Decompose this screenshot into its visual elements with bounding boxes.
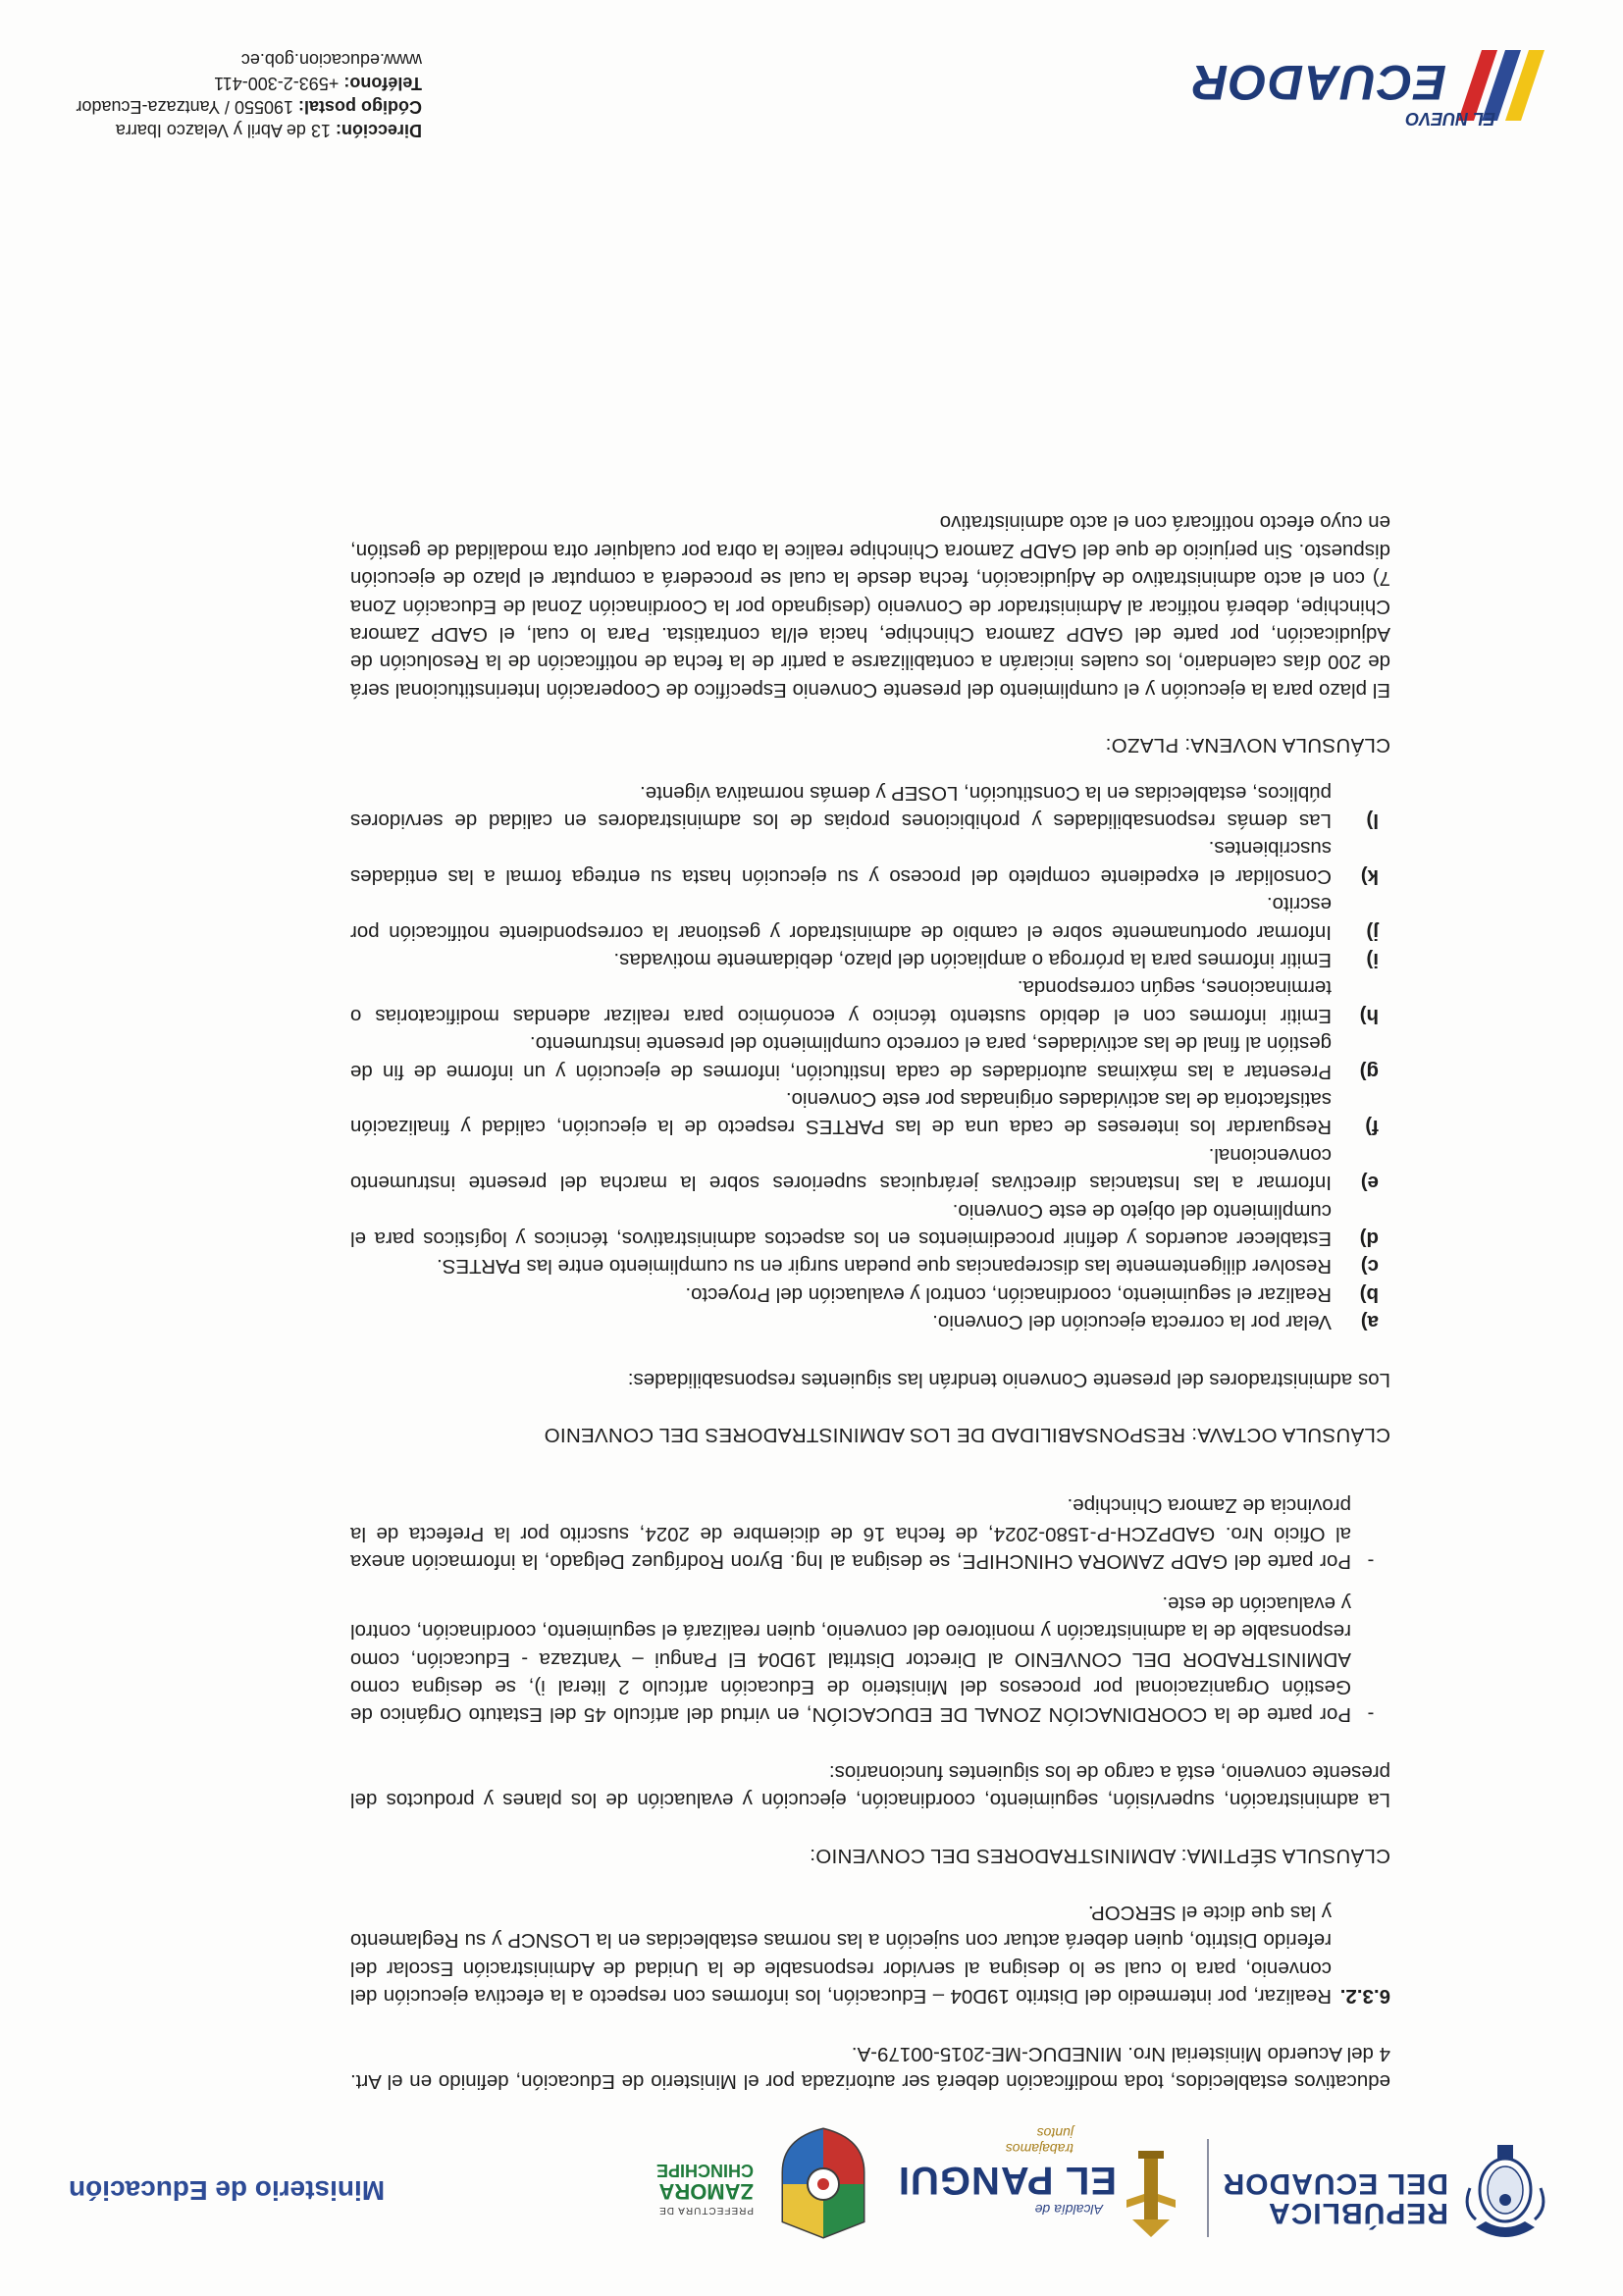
document-body bbox=[350, 479, 1390, 2095]
brand-big-text: ECUADOR bbox=[1191, 55, 1446, 110]
list-letter: l) bbox=[1366, 809, 1379, 832]
list-text: Consolidar el expediente completo del proceso y su ejecución hasta su entrega formal a las entidades suscribientes. bbox=[350, 837, 1332, 888]
zamora-name-line-2: CHINCHIPE bbox=[655, 2161, 754, 2180]
alcaldia-name: EL PANGUI bbox=[897, 2159, 1117, 2202]
codigo-value: 190550 / Yantzaza-Ecuador bbox=[76, 97, 293, 117]
el-pangui-emblem-icon bbox=[1121, 2149, 1181, 2237]
telefono-label: Teléfono: bbox=[343, 74, 422, 93]
direccion-line bbox=[69, 119, 422, 142]
el-nuevo-ecuador-logo bbox=[1142, 44, 1554, 132]
brand-small-text: EL NUEVO bbox=[1405, 109, 1495, 129]
alcaldia-slogan: trabajamos juntos bbox=[1005, 2125, 1073, 2157]
list-item bbox=[350, 1140, 1390, 1196]
list-letter: j) bbox=[1366, 920, 1379, 944]
list-text: Presentar a las máximas autoridades de cada Institución, informes de ejecución y un informe de fin de gestión al final de las actividades, para el correcto cumplimiento del presente instrumento. bbox=[350, 1032, 1332, 1083]
list-item bbox=[350, 946, 1390, 973]
list-item bbox=[350, 778, 1390, 834]
list-letter: b) bbox=[1359, 1282, 1379, 1306]
codigo-label: Código postal: bbox=[298, 97, 422, 117]
list-item bbox=[350, 890, 1390, 946]
clausula-septima-intro: La administración, supervisión, seguimiento, coordinación, ejecución y evaluación de los planes y productos del presente convenio, está a cargo de los siguientes funcionarios: bbox=[350, 1760, 1390, 1812]
list-text: Resguardar los intereses de cada una de las PARTES respecto de la ejecución, calidad y finalización satisfactoria de las actividades originadas por este Convenio. bbox=[350, 1088, 1332, 1139]
list-text: Las demás responsabilidades y prohibiciones propias de los administradores en calidad de servidores públicos, establecidas en la Constitución, LOSEP y demás normativa vigente. bbox=[350, 781, 1332, 832]
list-text: Resolver diligentemente las discrepancias que puedan surgir en su cumplimiento entre las PARTES. bbox=[437, 1255, 1332, 1278]
list-letter: k) bbox=[1360, 864, 1379, 888]
clause-text: Realizar, por intermedio del Distrito 19D04 – Educación, los informes con respecto a la efectiva ejecución del convenio, para lo cual se lo designa al servidor responsable de la Unidad de Administración Escolar del referido Distrito, quien deberá actuar con sujeción a las normas establecidas en la LOSNCP y su Reglamento y las que dicte el SERCOP. bbox=[350, 1901, 1332, 2009]
list-text: Velar por la correcta ejecución del Convenio. bbox=[932, 1311, 1332, 1334]
clausula-septima-title: CLÁUSULA SÉPTIMA: ADMINISTRADORES DEL CONVENIO: bbox=[809, 1844, 1390, 1867]
telefono-value: +593-2-300-411 bbox=[214, 74, 340, 93]
list-item bbox=[350, 1196, 1390, 1252]
list-text: Informar a las Instancias directivas jerárquicas superiores sobre la marcha del presente instrumento convencional. bbox=[350, 1143, 1332, 1195]
list-item bbox=[350, 834, 1390, 890]
list-text: Emitir informes con el debido sustento técnico y económico para realizar adendas modificatorias o terminaciones, según corresponda. bbox=[350, 976, 1332, 1027]
zamora-chinchipe-emblem-icon bbox=[769, 2125, 877, 2241]
list-letter: g) bbox=[1359, 1060, 1379, 1083]
clause-number: 6.3.2. bbox=[1339, 1985, 1390, 2009]
alcaldia-prefix: Alcaldía de bbox=[1034, 2202, 1103, 2218]
list-letter: f) bbox=[1365, 1116, 1379, 1139]
list-text: Emitir informes para la prórroga o ampliación del plazo, debidamente motivadas. bbox=[613, 949, 1332, 971]
list-item bbox=[350, 973, 1390, 1029]
clausula-octava-title: CLÁUSULA OCTAVA: RESPONSABILIDAD DE LOS ADMINISTRADORES DEL CONVENIO bbox=[544, 1424, 1390, 1447]
administrator-item-coordinacion bbox=[350, 1589, 1390, 1728]
administrator-text: Por parte del GADP ZAMORA CHINCHIPE, se designa al Ing. Byron Rodríguez Delgado, la información anexa al Oficio Nro. GADPZCH-P-1580-2024, de fecha 16 de diciembre de 2024, suscrito por la Prefecta de la provincia de Zamora Chinchipe. bbox=[350, 1494, 1351, 1574]
administrator-text: Por parte de la COORDINACIÓN ZONAL DE EDUCACIÓN, en virtud del artículo 45 del Estatuto Orgánico de Gestión Organizacional por procesos del Ministerio de Educación artículo 2 literal i), se designa como ADMINISTRADOR DEL CONVENIO al Director Distrital 19D04 El Pangui – Yantzaza - Educación, como responsable de la administración y monitoreo del convenio, quien realizará el seguimiento, coordinación, control y evaluación de este. bbox=[350, 1592, 1351, 1727]
header-divider bbox=[1207, 2139, 1209, 2237]
list-letter: e) bbox=[1360, 1172, 1379, 1195]
clausula-octava-intro: Los administradores del presente Convenio tendrán las siguientes responsabilidades: bbox=[627, 1368, 1390, 1391]
codigo-line bbox=[69, 95, 422, 119]
list-item bbox=[350, 1252, 1390, 1279]
bullet-dash: - bbox=[1367, 1550, 1375, 1574]
list-item bbox=[350, 1085, 1390, 1141]
republica-line-2: DEL ECUADOR bbox=[1222, 2167, 1448, 2200]
list-item bbox=[350, 1029, 1390, 1085]
administrator-item-gadp bbox=[350, 1491, 1390, 1575]
contact-address bbox=[69, 48, 422, 142]
telefono-line bbox=[69, 72, 422, 95]
list-letter: d) bbox=[1359, 1227, 1379, 1251]
website-link[interactable]: www.educacion.gob.ec bbox=[240, 50, 422, 70]
letterhead bbox=[69, 2119, 1554, 2257]
republica-line-1: REPÚBLICA bbox=[1267, 2197, 1448, 2229]
list-letter: a) bbox=[1360, 1311, 1379, 1334]
prefectura-zamora-logo bbox=[622, 2123, 877, 2241]
intro-paragraph: educativos establecidos, toda modificación deberá ser autorizada por el Ministerio de Educación, definido en el Art. 4 del Acuerdo Ministerial Nro. MINEDUC-ME-2015-00179-A. bbox=[350, 2042, 1390, 2093]
list-text: Establecer acuerdos y definir procedimientos en los aspectos administrativos, técnicos y logísticos para el cumplimiento del objeto de este Convenio. bbox=[350, 1199, 1332, 1251]
clause-6-3-2 bbox=[350, 1899, 1390, 2010]
list-item bbox=[350, 1308, 1390, 1335]
zamora-name-line-1: ZAMORA bbox=[658, 2179, 754, 2204]
direccion-value: 13 de Abril y Velazco Ibarra bbox=[115, 121, 331, 140]
zamora-prefix: PREFECTURA DE bbox=[658, 2205, 754, 2216]
ecuador-coat-of-arms-icon bbox=[1456, 2139, 1554, 2247]
page-footer bbox=[69, 34, 1554, 142]
list-letter: c) bbox=[1360, 1255, 1379, 1278]
bullet-dash: - bbox=[1367, 1703, 1375, 1727]
clausula-novena-text: El plazo para la ejecución y el cumplimiento del presente Convenio Específico de Cooperación Interinstitucional será de 200 días calendario, los cuales iniciarán a contabilizarse a partir de la fecha de notificación de la Resolución de Adjudicación, por parte del GADP Zamora Chinchipe, hacia el/la contratista. Para lo cual, el GADP Zamora Chinchipe, deberá notificar al Administrador de Convenio (designado por la Coordinación Zonal de Educación Zona 7) con el acto administrativo de Adjudicación, fecha desde la cual se procederá a computar el plazo de ejecución dispuesto. Sin perjuicio de que del GADP Zamora Chinchipe realice la obra por cualquier otra modalidad de gestión, en cuyo efecto notificará con el acto administrativo bbox=[350, 511, 1390, 702]
list-letter: h) bbox=[1359, 1004, 1379, 1027]
list-text: Realizar el seguimiento, coordinación, control y evaluación del Proyecto. bbox=[685, 1282, 1332, 1306]
list-item bbox=[350, 1279, 1390, 1307]
list-letter: i) bbox=[1366, 949, 1379, 971]
alcaldia-el-pangui-logo bbox=[897, 2125, 1181, 2237]
direccion-label: Dirección: bbox=[335, 121, 422, 140]
ministerio-educacion-wordmark: Ministerio de Educación bbox=[69, 2175, 386, 2206]
clausula-novena-title: CLÁUSULA NOVENA: PLAZO: bbox=[1105, 734, 1390, 757]
list-text: Informar oportunamente sobre el cambio de administrador y gestionar la correspondiente notificación por escrito. bbox=[350, 893, 1332, 944]
responsibilities-list bbox=[350, 778, 1390, 1335]
republica-ecuador-wordmark bbox=[1223, 2168, 1448, 2227]
